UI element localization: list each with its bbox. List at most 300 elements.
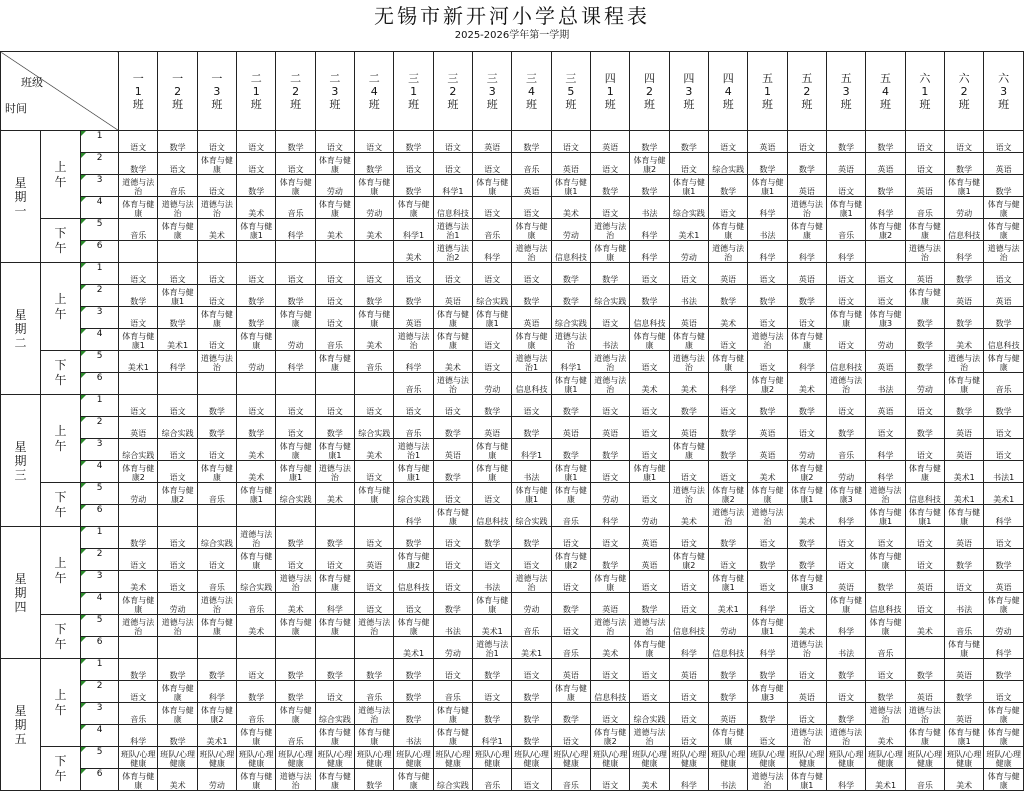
lesson-subject: 综合实践 (672, 209, 705, 218)
lesson-subject: 美术 (366, 231, 383, 240)
lesson-cell (669, 681, 708, 703)
lesson-subject: 美术 (759, 473, 776, 482)
lesson-cell (473, 197, 512, 219)
lesson-cell (709, 483, 748, 505)
class-header (709, 52, 748, 131)
lesson-subject: 音乐 (248, 605, 265, 614)
lesson-cell (748, 153, 787, 175)
lesson-subject: 科学 (995, 517, 1012, 526)
lesson-cell (197, 219, 236, 241)
lesson-cell (512, 593, 551, 615)
lesson-cell (905, 373, 944, 395)
lesson-cell (119, 483, 158, 505)
lesson-subject: 语文 (602, 473, 619, 482)
lesson-subject: 劳动 (130, 495, 147, 504)
lesson-subject: 语文 (169, 583, 186, 592)
lesson-subject: 美术1 (206, 737, 228, 746)
afternoon-label (41, 219, 81, 263)
lesson-subject: 体育与健康2 (712, 486, 745, 504)
lesson-subject: 数学 (956, 319, 973, 328)
lesson-subject: 语文 (444, 165, 461, 174)
lesson-cell (394, 483, 433, 505)
lesson-cell (119, 527, 158, 549)
class-header-unit: 班 (683, 97, 695, 111)
lesson-cell (945, 373, 984, 395)
lesson-cell (630, 153, 669, 175)
lesson-cell (787, 769, 826, 791)
lesson-cell (748, 307, 787, 329)
lesson-subject: 语文 (484, 693, 501, 702)
lesson-cell (945, 329, 984, 351)
lesson-subject: 体育与健康 (436, 508, 469, 526)
lesson-cell (945, 153, 984, 175)
lesson-subject: 体育与健康1 (790, 772, 823, 790)
lesson-cell (473, 329, 512, 351)
lesson-subject: 语文 (759, 737, 776, 746)
lesson-subject: 数学 (562, 605, 579, 614)
lesson-subject: 劳动 (877, 341, 894, 350)
lesson-cell (197, 725, 236, 747)
lesson-cell (315, 241, 354, 263)
lesson-subject: 道德与法治 (869, 486, 902, 504)
lesson-subject: 语文 (366, 275, 383, 284)
lesson-subject: 道德与法治 (200, 200, 233, 218)
class-header-num: 5 (567, 84, 575, 98)
lesson-subject: 道德与法治1 (436, 222, 469, 240)
lesson-subject: 体育与健康2 (594, 728, 627, 746)
period-row (1, 747, 1024, 769)
lesson-subject: 数学 (444, 605, 461, 614)
lesson-subject: 语文 (759, 539, 776, 548)
lesson-subject: 语文 (523, 209, 540, 218)
lesson-cell (276, 505, 315, 527)
lesson-cell (866, 197, 905, 219)
lesson-subject: 体育与健康 (476, 178, 509, 196)
lesson-cell (591, 747, 630, 769)
lesson-cell (394, 131, 433, 153)
lesson-cell (119, 263, 158, 285)
lesson-subject: 语文 (287, 165, 304, 174)
lesson-subject: 数学 (759, 297, 776, 306)
lesson-subject: 体育与健康 (476, 442, 509, 460)
lesson-subject: 科学 (838, 517, 855, 526)
day-name: 星期五 (14, 703, 27, 746)
lesson-cell (119, 659, 158, 681)
lesson-cell (787, 219, 826, 241)
lesson-subject: 音乐 (523, 165, 540, 174)
period-number: 5 (81, 747, 119, 769)
lesson-cell (197, 527, 236, 549)
lesson-subject: 语文 (444, 495, 461, 504)
lesson-cell (119, 747, 158, 769)
lesson-subject: 综合实践 (436, 781, 469, 790)
lesson-subject: 语文 (602, 165, 619, 174)
lesson-subject: 体育与健康1 (397, 464, 430, 482)
lesson-subject: 体育与健康 (554, 684, 587, 702)
lesson-cell (197, 615, 236, 637)
lesson-subject: 英语 (798, 275, 815, 284)
lesson-subject: 信息科技 (554, 253, 587, 262)
lesson-subject: 信息科技 (633, 319, 666, 328)
lesson-subject: 体育与健康2 (161, 486, 194, 504)
lesson-subject: 美术 (956, 341, 973, 350)
lesson-subject: 语文 (995, 693, 1012, 702)
lesson-subject: 数学 (405, 143, 422, 152)
class-header-num: 3 (331, 84, 339, 98)
lesson-subject: 语文 (798, 429, 815, 438)
class-header-num: 4 (724, 84, 732, 98)
lesson-cell (394, 593, 433, 615)
lesson-subject: 道德与法治 (830, 728, 863, 746)
lesson-cell (591, 329, 630, 351)
lesson-cell (945, 483, 984, 505)
lesson-subject: 语文 (169, 165, 186, 174)
lesson-subject: 数学 (877, 583, 894, 592)
lesson-cell (394, 263, 433, 285)
lesson-subject: 语文 (405, 165, 422, 174)
lesson-cell (630, 637, 669, 659)
lesson-subject: 语文 (484, 165, 501, 174)
lesson-subject: 体育与健康 (554, 486, 587, 504)
lesson-subject: 语文 (838, 539, 855, 548)
lesson-cell (355, 263, 394, 285)
half-day-text: 上午 (54, 423, 67, 453)
lesson-cell (945, 571, 984, 593)
lesson-cell (512, 263, 551, 285)
lesson-cell (630, 593, 669, 615)
lesson-subject: 美术1 (167, 341, 189, 350)
period-row (1, 659, 1024, 681)
lesson-subject: 体育与健康 (476, 464, 509, 482)
lesson-cell (551, 593, 590, 615)
lesson-cell (237, 153, 276, 175)
class-header-grade: 三 (526, 71, 538, 85)
class-header-grade: 一 (211, 71, 223, 85)
lesson-cell (119, 769, 158, 791)
lesson-cell (984, 373, 1024, 395)
lesson-cell (355, 593, 394, 615)
lesson-subject: 体育与健康3 (790, 574, 823, 592)
lesson-subject: 劳动 (838, 473, 855, 482)
lesson-cell (748, 505, 787, 527)
lesson-cell (433, 219, 472, 241)
lesson-subject: 道德与法治 (948, 354, 981, 372)
lesson-subject: 体育与健康 (279, 618, 312, 636)
lesson-cell (276, 307, 315, 329)
class-header-unit: 班 (880, 97, 891, 111)
class-header-grade: 六 (998, 71, 1010, 85)
lesson-cell (748, 373, 787, 395)
lesson-subject: 语文 (523, 781, 540, 790)
lesson-cell (748, 769, 787, 791)
lesson-subject: 语文 (405, 275, 422, 284)
lesson-cell (787, 725, 826, 747)
lesson-cell (473, 373, 512, 395)
lesson-subject: 美术1 (953, 495, 975, 504)
lesson-cell (827, 615, 866, 637)
class-header-grade: 二 (329, 71, 341, 85)
lesson-cell (984, 527, 1024, 549)
lesson-cell (473, 439, 512, 461)
lesson-subject: 班队/心理健康 (868, 750, 903, 768)
lesson-cell (473, 395, 512, 417)
lesson-subject: 体育与健康1 (948, 728, 981, 746)
lesson-cell (905, 571, 944, 593)
lesson-subject: 语文 (169, 473, 186, 482)
lesson-cell (512, 417, 551, 439)
lesson-subject: 语文 (602, 715, 619, 724)
lesson-subject: 劳动 (366, 209, 383, 218)
lesson-cell (158, 329, 197, 351)
lesson-subject: 科学 (484, 253, 501, 262)
lesson-subject: 英语 (916, 187, 933, 196)
lesson-subject: 数学 (641, 605, 658, 614)
class-header-grade: 一 (132, 71, 144, 85)
lesson-cell (433, 527, 472, 549)
lesson-subject: 体育与健康1 (790, 486, 823, 504)
lesson-cell (119, 417, 158, 439)
lesson-subject: 体育与健康 (476, 596, 509, 614)
lesson-cell (158, 395, 197, 417)
lesson-cell (669, 703, 708, 725)
lesson-cell (551, 307, 590, 329)
lesson-cell (315, 219, 354, 241)
lesson-subject: 体育与健康1 (554, 464, 587, 482)
lesson-subject: 书法 (877, 385, 894, 394)
lesson-subject: 英语 (956, 671, 973, 680)
lesson-cell (119, 307, 158, 329)
lesson-subject: 美术 (208, 231, 225, 240)
lesson-cell (866, 153, 905, 175)
lesson-subject: 数学 (720, 693, 737, 702)
class-header-grade: 四 (644, 71, 656, 85)
lesson-cell (709, 461, 748, 483)
lesson-cell (866, 131, 905, 153)
lesson-cell (827, 527, 866, 549)
lesson-cell (748, 747, 787, 769)
lesson-subject: 体育与健康 (318, 618, 351, 636)
lesson-subject: 班队/心理健康 (396, 750, 431, 768)
lesson-cell (355, 351, 394, 373)
lesson-subject: 体育与健康 (161, 684, 194, 702)
lesson-subject: 劳动 (326, 187, 343, 196)
lesson-cell (355, 659, 394, 681)
lesson-cell (591, 461, 630, 483)
lesson-subject: 数学 (484, 715, 501, 724)
lesson-subject: 语文 (444, 583, 461, 592)
lesson-cell (237, 483, 276, 505)
morning-label (41, 527, 81, 615)
lesson-cell (237, 549, 276, 571)
lesson-subject: 数学 (130, 297, 147, 306)
lesson-subject: 数学 (995, 671, 1012, 680)
lesson-subject: 语文 (720, 407, 737, 416)
lesson-subject: 美术 (680, 385, 697, 394)
lesson-cell (630, 307, 669, 329)
lesson-cell (984, 417, 1024, 439)
lesson-subject: 语文 (366, 539, 383, 548)
lesson-cell (315, 439, 354, 461)
lesson-subject: 语文 (838, 187, 855, 196)
class-header-unit: 班 (329, 97, 341, 111)
lesson-cell (551, 747, 590, 769)
lesson-cell (433, 549, 472, 571)
lesson-subject: 体育与健康1 (122, 332, 155, 350)
lesson-cell (158, 703, 197, 725)
lesson-cell (827, 483, 866, 505)
lesson-cell (984, 219, 1024, 241)
lesson-cell (315, 483, 354, 505)
lesson-subject: 数学 (956, 561, 973, 570)
lesson-cell (827, 307, 866, 329)
lesson-cell (158, 747, 197, 769)
lesson-cell (315, 747, 354, 769)
lesson-subject: 语文 (523, 671, 540, 680)
lesson-subject: 体育与健康2 (397, 552, 430, 570)
lesson-subject: 语文 (838, 341, 855, 350)
lesson-cell (512, 571, 551, 593)
lesson-subject: 语文 (956, 143, 973, 152)
lesson-subject: 英语 (720, 715, 737, 724)
lesson-cell (315, 175, 354, 197)
lesson-subject: 科学 (405, 517, 422, 526)
lesson-cell (945, 395, 984, 417)
lesson-cell (866, 285, 905, 307)
lesson-subject: 综合实践 (279, 495, 312, 504)
lesson-subject: 数学 (208, 671, 225, 680)
lesson-cell (748, 615, 787, 637)
lesson-subject: 科学 (759, 253, 776, 262)
lesson-cell (119, 131, 158, 153)
lesson-subject: 体育与健康1 (515, 486, 548, 504)
lesson-subject: 语文 (248, 407, 265, 416)
lesson-cell (945, 461, 984, 483)
class-header-unit: 班 (840, 97, 852, 111)
lesson-cell (827, 637, 866, 659)
lesson-subject: 劳动 (798, 451, 815, 460)
lesson-subject: 体育与健康3 (830, 486, 863, 504)
lesson-cell (512, 175, 551, 197)
lesson-cell (119, 461, 158, 483)
lesson-subject: 语文 (680, 165, 697, 174)
lesson-cell (787, 703, 826, 725)
lesson-cell (630, 351, 669, 373)
lesson-subject: 数学 (130, 539, 147, 548)
lesson-subject: 道德与法治 (161, 618, 194, 636)
lesson-subject: 科学 (287, 231, 304, 240)
lesson-subject: 数学 (680, 143, 697, 152)
lesson-cell (158, 219, 197, 241)
lesson-subject: 音乐 (248, 715, 265, 724)
lesson-subject: 美术 (956, 781, 973, 790)
lesson-cell (433, 263, 472, 285)
lesson-cell (591, 571, 630, 593)
lesson-subject: 美术1 (717, 605, 739, 614)
lesson-cell (473, 769, 512, 791)
lesson-cell (355, 527, 394, 549)
lesson-subject: 英语 (720, 275, 737, 284)
lesson-cell (355, 395, 394, 417)
lesson-cell (709, 307, 748, 329)
lesson-cell (237, 637, 276, 659)
lesson-subject: 美术 (641, 385, 658, 394)
lesson-subject: 美术 (602, 649, 619, 658)
lesson-cell (866, 461, 905, 483)
lesson-cell (827, 593, 866, 615)
lesson-subject: 体育与健康2 (554, 552, 587, 570)
lesson-cell (433, 153, 472, 175)
lesson-cell (473, 615, 512, 637)
lesson-subject: 语文 (680, 605, 697, 614)
lesson-cell (748, 219, 787, 241)
lesson-cell (748, 483, 787, 505)
lesson-subject: 语文 (444, 407, 461, 416)
lesson-subject: 英语 (956, 539, 973, 548)
lesson-cell (276, 439, 315, 461)
lesson-cell (787, 505, 826, 527)
lesson-cell (984, 197, 1024, 219)
lesson-cell (512, 483, 551, 505)
lesson-cell (709, 263, 748, 285)
lesson-cell (591, 241, 630, 263)
lesson-cell (158, 527, 197, 549)
lesson-subject: 体育与健康 (515, 332, 548, 350)
lesson-subject: 语文 (169, 539, 186, 548)
lesson-cell (591, 659, 630, 681)
class-header-num: 3 (1000, 84, 1008, 98)
class-header (355, 52, 394, 131)
class-header-grade: 三 (565, 71, 577, 85)
lesson-subject: 体育与健康1 (240, 222, 273, 240)
lesson-subject: 综合实践 (712, 165, 745, 174)
class-header-num: 1 (764, 84, 772, 98)
lesson-cell (630, 175, 669, 197)
lesson-subject: 语文 (995, 539, 1012, 548)
lesson-cell (748, 175, 787, 197)
lesson-subject: 数学 (169, 143, 186, 152)
lesson-cell (315, 571, 354, 593)
lesson-subject: 数学 (444, 429, 461, 438)
lesson-cell (355, 373, 394, 395)
lesson-subject: 语文 (641, 495, 658, 504)
lesson-cell (709, 681, 748, 703)
period-number: 4 (81, 329, 119, 351)
lesson-cell (748, 329, 787, 351)
lesson-cell (197, 659, 236, 681)
period-number: 5 (81, 219, 119, 241)
lesson-cell (158, 351, 197, 373)
lesson-subject: 综合实践 (554, 319, 587, 328)
lesson-cell (197, 549, 236, 571)
lesson-cell (433, 197, 472, 219)
lesson-subject: 道德与法治 (908, 244, 941, 262)
lesson-cell (945, 527, 984, 549)
lesson-subject: 语文 (523, 561, 540, 570)
lesson-cell (827, 659, 866, 681)
lesson-subject: 数学 (602, 451, 619, 460)
lesson-cell (473, 417, 512, 439)
lesson-cell (197, 571, 236, 593)
lesson-cell (197, 373, 236, 395)
lesson-cell (984, 351, 1024, 373)
period-row (1, 241, 1024, 263)
lesson-subject: 数学 (680, 407, 697, 416)
lesson-cell (669, 483, 708, 505)
lesson-subject: 劳动 (680, 253, 697, 262)
lesson-cell (591, 769, 630, 791)
lesson-subject: 信息科技 (436, 209, 469, 218)
lesson-subject: 数学 (562, 407, 579, 416)
